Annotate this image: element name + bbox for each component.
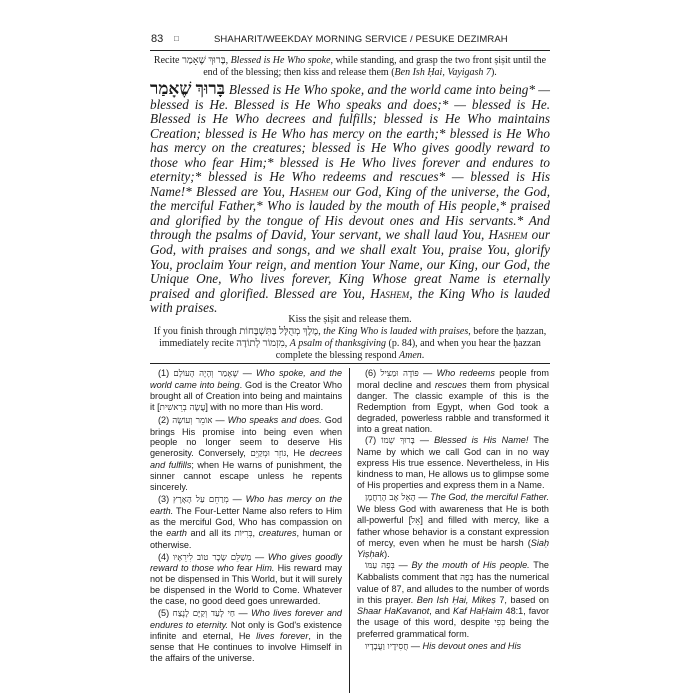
citation: Ben Ish Ḥai, Vayigash 7 (394, 67, 491, 78)
hebrew-opening-words: בָּרוּךְ שֶׁאָמַר (150, 79, 225, 98)
hebrew-text: פּוֹדֶה וּמַצִּיל (380, 369, 419, 379)
commentary-note: חֲסִידָיו וַעֲבָדָיו — His devout ones and His (365, 640, 522, 652)
commentary-note: (3) מְרַחֵם עַל הָאָרֶץ — Who has mercy on the earth. The Four-Letter Name also refers to Him as the merciful God, Who has compassion on the earth and all its בְּרִיּוֹת, creatures, human or otherwise. (150, 493, 342, 550)
hebrew-text: בְּפֶה עַמּוֹ (365, 561, 395, 572)
commentary-note: הָאֵל אָב הָרַחֲמָן — The God, the merciful Father. We bless God with awareness that He is both all-powerful [אֵל] and filled with mercy, like a father whose behavior is a constant expression of mercy, even when he must be harsh (Siaḥ Yiṣḥak). (357, 491, 550, 559)
hebrew-text: מְשַׁלֵּם שָׂכָר טוֹב לִירֵאָיו (172, 552, 252, 563)
instruction-rubric-bottom: If you finish through מֶלֶךְ מְהֻלָּל בַּתִּשְׁבָּחוֹת, the King Who is lauded with praises, before the ḥazzan, immediately recite מִזְמוֹר לְתוֹדָה, A psalm of thanksgiving (p. 84), and when you hear the ḥazzan complete the blessing respond Amen. (153, 326, 547, 361)
commentary-note: (6) פּוֹדֶה וּמַצִּיל — Who redeems people from moral decline and rescues them from physical danger. The classic example of this is the Redemption from Egypt, when God took a degraded, powerless rabble and transformed it into a great nation. (357, 368, 549, 434)
divine-name: Hashem (488, 227, 528, 243)
divine-name: Hashem (289, 183, 329, 199)
hebrew-text: מֶלֶךְ מְהֻלָּל בַּתִּשְׁבָּחוֹת (239, 326, 319, 337)
running-header (150, 30, 550, 51)
commentary-note: (5) חַי לָעַד וְקַיָּם לָנֶצַח — Who lives forever and endures to eternity. Not only is God's existence infinite and eternal, He lives forever, in the sense that He continues to involve Himself in the affairs of the universe. (150, 608, 342, 663)
hebrew-text: מִזְמוֹר לְתוֹדָה (236, 338, 285, 349)
main-prayer-text: בָּרוּךְ שֶׁאָמַר Blessed is He Who spoke, and the world came into being* — blessed is He. Blessed is He Who speaks and does;* — blessed is He. Blessed is He Who decrees and fulfills; blessed is He Who maintains Creation; blessed is He Who has mercy on the earth;* blessed is He Who has mercy on the creatures; blessed is He Who gives goodly reward to those who fear Him;* blessed is He Who lives forever and endures to eternity;* blessed is He Who redeems and rescues* — blessed is His Name!* Blessed are You, Hashem our God, King of the universe, the God, the merciful Father,* Who is lauded by the mouth of His people,* praised and glorified by the tongue of His devout ones and His servants.* And through the psalms of David, Your servant, we shall laud You, Hashem our God, with praises and songs, and we shall exalt You, praise You, glorify You, proclaim Your reign, and mention Your Name, our King, our God, the Unique One, Who lives forever, King Whose great Name is eternally praised and glorified. Blessed are You, Hashem, the King Who is lauded with praises. (150, 79, 551, 316)
hebrew-text: חֲסִידָיו וַעֲבָדָיו (365, 641, 409, 652)
hebrew-text: אוֹמֵר וְעוֹשֶׂה (172, 415, 213, 426)
column-divider (349, 368, 350, 693)
divine-name: Hashem (370, 285, 410, 301)
hebrew-text: הָאֵל אָב הָרַחֲמָן (365, 492, 416, 503)
commentary-note: (4) מְשַׁלֵּם שָׂכָר טוֹב לִירֵאָיו — Who gives goodly reward to those who fear Him. His reward may not be dispensed in This World, but it will surely be dispensed in the World to Come. Whatever the case, no good deed goes unrewarded. (150, 551, 342, 607)
commentary-note: (7) בָּרוּךְ שְׁמוֹ — Blessed is His Name! The Name by which we call God can in no way express His true essence. Nevertheless, in His kindness to man, He allows us to glimpse some of His properties and express them in a Name. (357, 435, 549, 491)
commentary-note: בְּפֶה עַמּוֹ — By the mouth of His people. The Kabbalists comment that בְּפֶה has the numerical value of 87, and alludes to the number of words in this prayer. Ben Ish Ḥai, Mikeṣ 7, based on Shaar HaKavanot, and Kaf HaḤaim 48:1, favor the usage of this word, despite בְּפִי being the preferred grammatical form. (357, 560, 549, 639)
square-ornament-icon: □ (174, 34, 179, 43)
commentary-note: (1) שֶׁאָמַר וְהָיָה הָעוֹלָם — Who spoke, and the world came into being. God is the Creator Who brought all of Creation into being and maintains it [עֲשָׂה בְרֵאשִׁית] with no more than His word. (150, 368, 343, 413)
instruction-rubric-top: Recite בָּרוּךְ שֶׁאָמַר, Blessed is He Who spoke, while standing, and grasp the two front ṣiṣit until the end of the blessing; then kiss and release them (Ben Ish Ḥai, Vayigash 7). (153, 55, 547, 78)
page-number: 83 (151, 33, 164, 45)
section-title: SHAHARIT/WEEKDAY MORNING SERVICE / PESUKE DEZIMRAH (214, 34, 508, 45)
hebrew-text: בָּרוּךְ שְׁמוֹ (381, 436, 415, 447)
hebrew-text: חַי לָעַד וְקַיָּם לָנֶצַח (172, 609, 235, 620)
commentary-column-left (150, 368, 342, 665)
hebrew-text: בָּרוּךְ שֶׁאָמַר (181, 55, 226, 66)
commentary-note: (2) אוֹמֵר וְעוֹשֶׂה — Who speaks and does. God brings His promise into being even when people no longer seem to deserve His generosity. Conversely, גּוֹזֵר וּמְקַיֵּם, He decrees and fulfills; when He warns of punishment, the sinner cannot escape unless he repents sincerely. (150, 414, 342, 493)
section-divider (150, 363, 550, 364)
instruction-rubric-kiss: Kiss the ṣiṣit and release them. (288, 314, 412, 325)
hebrew-text: מְרַחֵם עַל הָאָרֶץ (173, 494, 229, 505)
commentary-column-right (357, 368, 549, 654)
hebrew-text: שֶׁאָמַר וְהָיָה הָעוֹלָם (173, 369, 239, 379)
